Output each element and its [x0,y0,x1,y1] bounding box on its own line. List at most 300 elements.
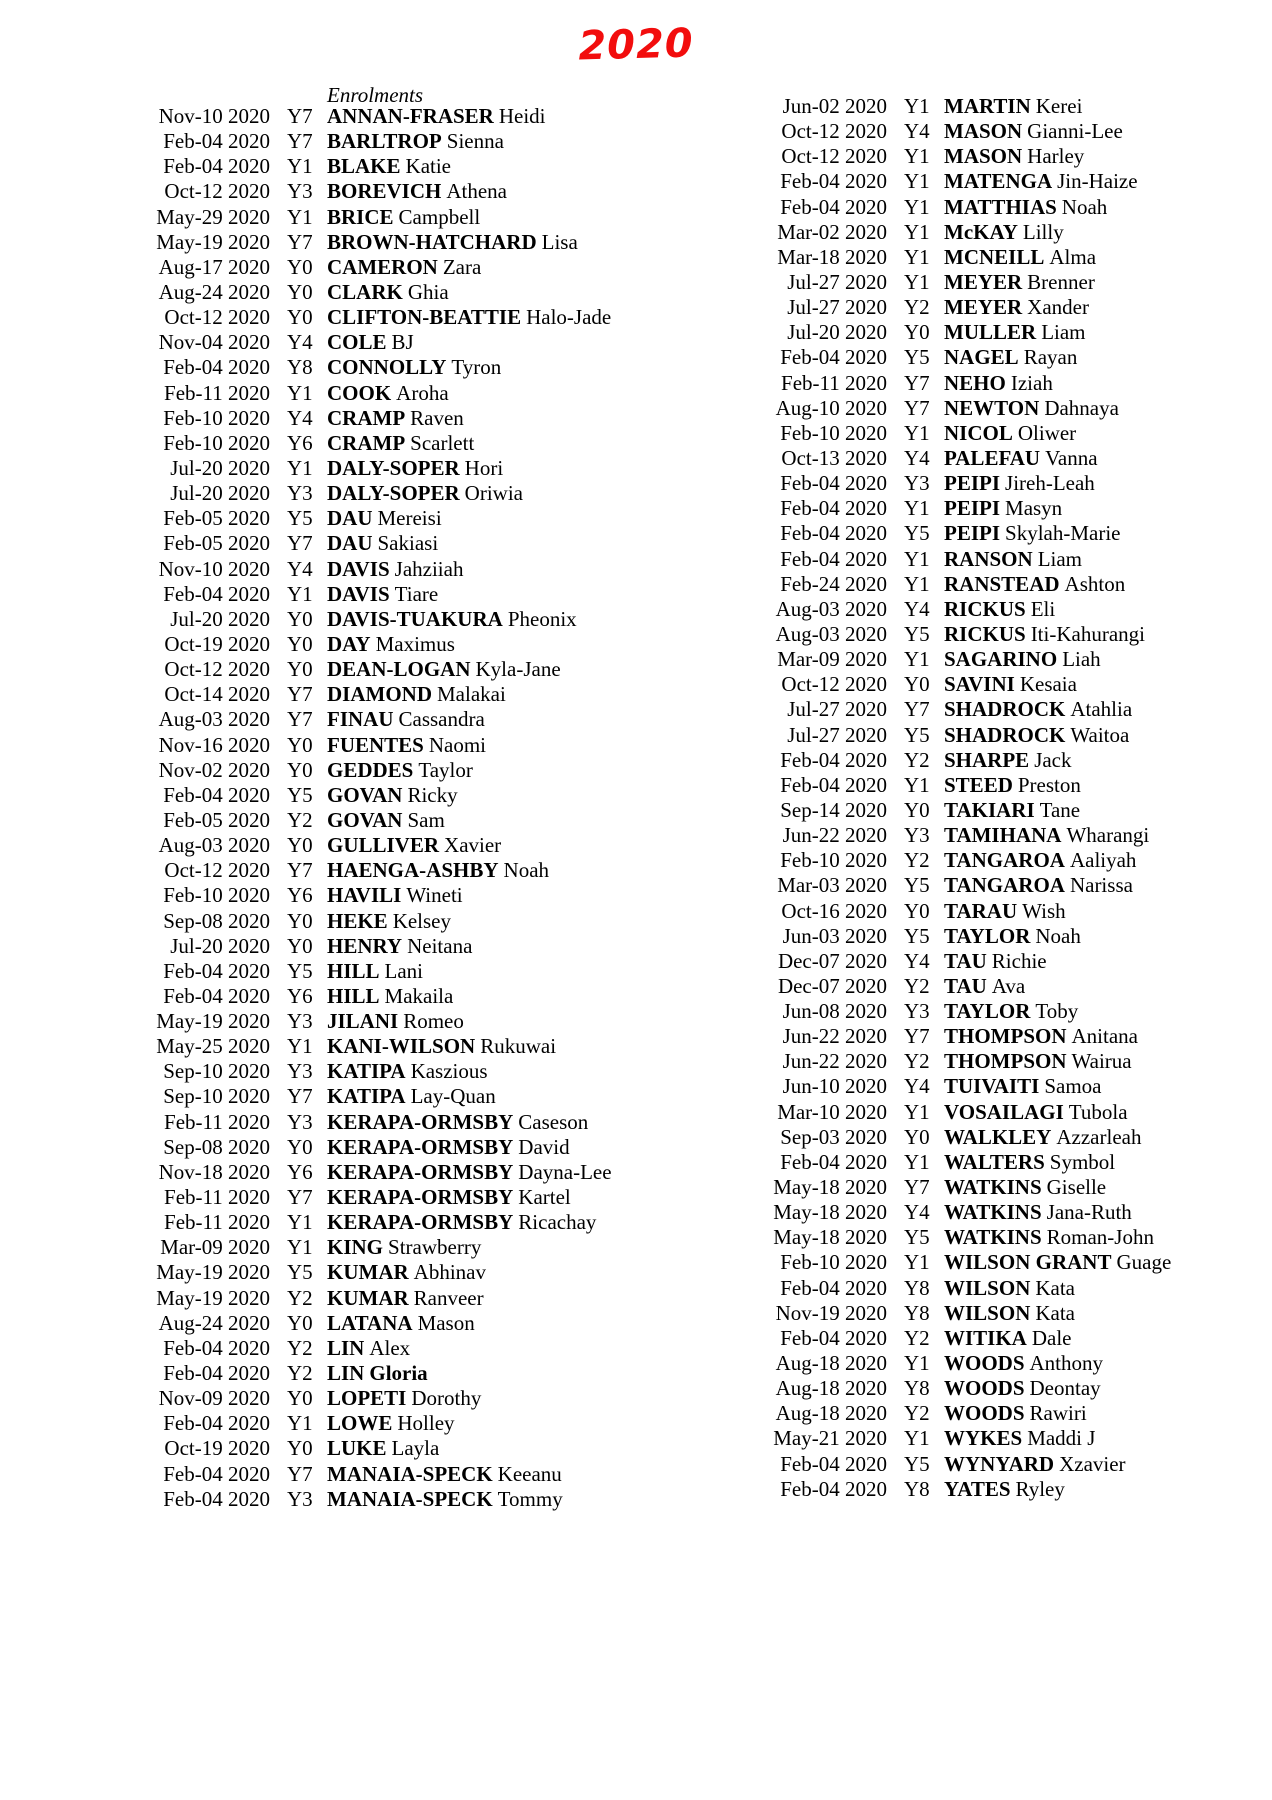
year-level: Y4 [287,556,313,581]
given-name: Raven [410,405,464,430]
year-level: Y8 [904,1275,930,1300]
enrolment-date: Feb-04 2020 [780,521,887,546]
given-name: Keeanu [497,1461,562,1486]
given-name: Ricky [407,782,458,807]
given-name: Ghia [407,279,449,304]
enrolment-row [145,833,665,858]
given-name: Gianni-Lee [1027,119,1123,144]
given-name: Maddi J [1027,1426,1096,1451]
given-name: Wish [1022,898,1066,923]
given-name: Holley [397,1411,455,1436]
enrolment-row [145,934,665,959]
given-name: Liam [1041,320,1086,345]
given-name: Kesaia [1019,672,1077,697]
enrolment-row [762,94,1272,119]
student-name [327,1386,665,1411]
enrolment-row [762,1024,1272,1049]
given-name: Rawiri [1029,1401,1087,1426]
student-name [944,421,1272,446]
enrolment-row [145,582,665,607]
year-level: Y4 [904,119,930,144]
year-level: Y0 [904,898,930,923]
surname: COLE [327,330,387,355]
given-name: Katie [405,154,452,179]
year-level: Y1 [287,1411,313,1436]
enrolment-row [762,723,1272,748]
student-name [944,1049,1272,1074]
surname: DIAMOND [327,682,432,707]
enrolment-row [145,632,665,657]
enrolment-date: Feb-04 2020 [780,772,887,797]
enrolment-row [145,707,665,732]
enrolment-row [145,557,665,582]
year-level: Y2 [904,1049,930,1074]
student-name [327,481,665,506]
student-name [944,823,1272,848]
given-name: Oliwer [1017,420,1077,445]
year-level: Y0 [287,305,313,330]
year-level: Y2 [904,973,930,998]
surname: MANAIA-SPECK [327,1486,493,1511]
enrolment-row [762,697,1272,722]
enrolment-date: Feb-05 2020 [163,506,270,531]
given-name: Liah [1062,647,1101,672]
surname: CRAMP [327,405,406,430]
student-name [944,446,1272,471]
student-name [944,94,1272,119]
given-name: Malakai [437,682,506,707]
given-name: Lay-Quan [410,1084,496,1109]
enrolment-date: Oct-12 2020 [164,179,270,204]
enrolment-row [762,647,1272,672]
given-name: Aroha [396,380,449,405]
year-level: Y2 [287,807,313,832]
surname: DAU [327,506,373,531]
enrolment-row [762,1150,1272,1175]
surname: WILSON [944,1300,1031,1325]
enrolment-row [762,1401,1272,1426]
surname: THOMPSON [944,1024,1067,1049]
given-name: Layla [391,1436,440,1461]
enrolment-date: Nov-09 2020 [158,1386,270,1411]
enrolment-date: Feb-04 2020 [780,345,887,370]
given-name: Samoa [1044,1074,1102,1099]
year-level: Y1 [287,154,313,179]
year-level: Y7 [287,129,313,154]
given-name: Iti-Kahurangi [1030,621,1145,646]
year-level: Y1 [904,1351,930,1376]
year-title: 2020 [577,20,695,70]
enrolment-row [762,1250,1272,1275]
enrolment-row [762,899,1272,924]
given-name: Symbol [1049,1149,1116,1174]
enrolment-date: Feb-04 2020 [780,546,887,571]
student-name [944,144,1272,169]
year-level: Y1 [904,169,930,194]
student-name [944,1301,1272,1326]
year-level: Y7 [287,858,313,883]
enrolment-date: Feb-04 2020 [780,496,887,521]
given-name: Tiare [394,581,439,606]
enrolment-row [145,883,665,908]
year-level: Y6 [287,883,313,908]
year-level: Y0 [287,657,313,682]
surname: TAU [944,948,987,973]
given-name: Sienna [446,129,504,154]
student-name [944,270,1272,295]
student-name [944,169,1272,194]
year-level: Y1 [904,647,930,672]
enrolment-row [762,396,1272,421]
surname: TANGAROA [944,848,1065,873]
student-name [327,1361,665,1386]
student-name [944,295,1272,320]
surname: MATTHIAS [944,194,1057,219]
surname: THOMPSON [944,1049,1067,1074]
given-name: Azzarleah [1056,1124,1142,1149]
surname: RANSTEAD [944,571,1060,596]
surname: KATIPA [327,1084,406,1109]
enrolment-date: Mar-09 2020 [777,647,887,672]
year-level: Y3 [287,1009,313,1034]
enrolment-row [762,471,1272,496]
student-name [944,949,1272,974]
surname: WALTERS [944,1149,1045,1174]
enrolment-row [762,521,1272,546]
year-level: Y7 [287,229,313,254]
surname: ANNAN-FRASER [327,104,494,128]
enrolment-row [762,144,1272,169]
student-name [944,1074,1272,1099]
enrolment-row [762,446,1272,471]
given-name: Kata [1035,1300,1076,1325]
enrolment-row [762,371,1272,396]
student-name [327,1462,665,1487]
given-name: Athena [446,179,508,204]
given-name: Kartel [518,1185,571,1210]
given-name: Neitana [407,933,473,958]
surname: WALKLEY [944,1124,1052,1149]
enrolment-row [145,230,665,255]
surname: HAENGA-ASHBY [327,858,499,883]
enrolment-date: Aug-18 2020 [775,1351,887,1376]
enrolment-date: Aug-24 2020 [158,1310,270,1335]
enrolment-row [762,597,1272,622]
enrolment-date: Feb-10 2020 [780,848,887,873]
year-level: Y0 [287,631,313,656]
year-level: Y5 [904,1225,930,1250]
enrolment-date: Nov-04 2020 [158,330,270,355]
student-name [327,934,665,959]
surname: DEAN-LOGAN [327,657,471,682]
student-name [327,1210,665,1235]
given-name: Taylor [418,757,473,782]
enrolment-row [762,622,1272,647]
surname: LOWE [327,1411,393,1436]
student-name [327,657,665,682]
enrolment-row [145,1084,665,1109]
enrolment-date: Aug-24 2020 [158,279,270,304]
year-level: Y7 [287,531,313,556]
enrolment-row [762,1276,1272,1301]
student-name [944,496,1272,521]
enrolment-date: Feb-10 2020 [163,883,270,908]
given-name: Harley [1027,144,1085,169]
surname: CLIFTON-BEATTIE [327,305,522,330]
surname: MASON [944,144,1023,169]
year-level: Y1 [287,1210,313,1235]
enrolment-date: Feb-10 2020 [163,430,270,455]
surname: MARTIN [944,94,1031,118]
student-name [327,582,665,607]
enrolment-date: Oct-19 2020 [164,631,270,656]
surname: TANGAROA [944,873,1065,898]
enrolment-row [145,858,665,883]
enrolment-row [145,1135,665,1160]
given-name: Noah [503,858,550,883]
year-level: Y5 [904,345,930,370]
enrolment-date: Feb-04 2020 [780,471,887,496]
enrolment-date: Aug-03 2020 [158,833,270,858]
surname: TAU [944,973,987,998]
given-name: Ranveer [413,1285,484,1310]
surname: HAVILI [327,883,402,908]
year-level: Y1 [287,1034,313,1059]
year-level: Y0 [287,1386,313,1411]
student-name [327,909,665,934]
student-name [944,220,1272,245]
surname: KATIPA [327,1059,406,1084]
year-level: Y5 [287,782,313,807]
enrolment-row [762,320,1272,345]
student-name [327,456,665,481]
enrolment-date: Nov-18 2020 [158,1159,270,1184]
year-level: Y5 [287,1260,313,1285]
enrolment-row [145,330,665,355]
enrolment-row [762,220,1272,245]
surname: CRAMP [327,430,406,455]
year-level: Y4 [904,445,930,470]
enrolment-row [145,506,665,531]
enrolment-date: Jul-27 2020 [787,295,887,320]
enrolment-row [145,909,665,934]
given-name: Jana-Ruth [1046,1200,1132,1225]
surname: FINAU [327,707,394,732]
enrolment-date: Jun-22 2020 [782,1049,887,1074]
year-level: Y1 [904,772,930,797]
enrolment-date: Feb-11 2020 [164,1109,270,1134]
given-name: Kerei [1035,94,1083,118]
enrolment-row [762,1049,1272,1074]
enrolment-date: Oct-19 2020 [164,1436,270,1461]
given-name: Rayan [1023,345,1078,370]
surname: BARLTROP [327,129,442,154]
given-name: Hori [464,455,504,480]
surname: BRICE [327,204,394,229]
student-name [944,195,1272,220]
given-name: Scarlett [410,430,475,455]
given-name: Eli [1030,596,1056,621]
given-name: Tane [1039,797,1081,822]
enrolment-date: Aug-10 2020 [775,395,887,420]
given-name: Kata [1035,1275,1076,1300]
year-level: Y2 [287,1361,313,1386]
year-level: Y5 [904,621,930,646]
student-name [944,773,1272,798]
student-name [944,1225,1272,1250]
year-level: Y0 [904,320,930,345]
enrolment-row [762,672,1272,697]
year-level: Y6 [287,983,313,1008]
surname: LIN [327,1335,365,1360]
surname: GEDDES [327,757,414,782]
student-name [327,607,665,632]
enrolment-date: Feb-04 2020 [780,1476,887,1501]
enrolment-row [145,154,665,179]
student-name [327,808,665,833]
student-name [327,1286,665,1311]
student-name [327,179,665,204]
enrolment-date: Feb-04 2020 [163,1361,270,1386]
given-name: Giselle [1046,1175,1107,1200]
year-level: Y5 [904,1451,930,1476]
surname: LUKE [327,1436,387,1461]
given-name: Gloria [369,1361,428,1386]
year-level: Y0 [287,933,313,958]
student-name [327,406,665,431]
enrolment-row [145,1286,665,1311]
year-level: Y3 [287,481,313,506]
year-level: Y7 [287,1084,313,1109]
student-name [327,984,665,1009]
enrolment-date: Sep-08 2020 [163,1134,270,1159]
year-level: Y8 [904,1300,930,1325]
year-level: Y1 [904,420,930,445]
enrolment-row [145,1336,665,1361]
enrolment-date: Sep-08 2020 [163,908,270,933]
enrolment-date: Jun-22 2020 [782,823,887,848]
enrolment-row [145,1185,665,1210]
student-name [327,1110,665,1135]
enrolments-heading: Enrolments [327,83,424,107]
year-level: Y1 [904,94,930,118]
enrolment-date: Mar-18 2020 [777,244,887,269]
surname: McKAY [944,219,1018,244]
given-name: Sakiasi [377,531,439,556]
student-name [944,848,1272,873]
surname: WATKINS [944,1175,1042,1200]
enrolment-date: Jun-22 2020 [782,1024,887,1049]
enrolment-row [762,1351,1272,1376]
given-name: Anitana [1071,1024,1138,1049]
student-name [327,1059,665,1084]
given-name: Lani [384,958,424,983]
given-name: Naomi [428,732,487,757]
year-level: Y1 [287,1235,313,1260]
surname: BLAKE [327,154,401,179]
surname: TAMIHANA [944,823,1062,848]
year-level: Y3 [904,999,930,1024]
enrolment-row [145,531,665,556]
surname: SHARPE [944,747,1030,772]
student-name [327,104,665,129]
surname: WOODS [944,1351,1025,1376]
enrolment-date: Oct-13 2020 [781,445,887,470]
enrolment-row [145,1411,665,1436]
year-level: Y7 [287,707,313,732]
student-name [327,205,665,230]
surname: HILL [327,983,380,1008]
given-name: Tommy [497,1486,563,1511]
student-name [327,758,665,783]
surname: NICOL [944,420,1013,445]
year-level: Y5 [287,958,313,983]
student-name [944,1477,1272,1502]
enrolment-date: Jul-27 2020 [787,269,887,294]
surname: WOODS [944,1401,1025,1426]
enrolment-date: Feb-10 2020 [163,405,270,430]
enrolment-date: Jun-10 2020 [782,1074,887,1099]
enrolment-row [762,748,1272,773]
surname: LATANA [327,1310,413,1335]
given-name: Makaila [384,983,454,1008]
year-level: Y5 [904,722,930,747]
student-name [944,647,1272,672]
surname: BOREVICH [327,179,442,204]
enrolment-date: Jul-20 2020 [170,481,270,506]
surname: WILSON [944,1275,1031,1300]
given-name: Xavier [444,833,502,858]
enrolment-date: Nov-10 2020 [158,104,270,128]
given-name: Kaszious [410,1059,488,1084]
enrolment-row [145,481,665,506]
surname: FUENTES [327,732,424,757]
given-name: Vanna [1045,445,1098,470]
year-level: Y4 [287,330,313,355]
surname: NAGEL [944,345,1019,370]
enrolment-row [145,1160,665,1185]
surname: DAVIS [327,581,390,606]
year-level: Y5 [904,873,930,898]
surname: CAMERON [327,254,438,279]
enrolment-date: Dec-07 2020 [777,948,887,973]
surname: KERAPA-ORMSBY [327,1185,514,1210]
surname: MASON [944,119,1023,144]
enrolment-date: May-21 2020 [773,1426,887,1451]
given-name: Romeo [403,1009,464,1034]
given-name: Alex [369,1335,411,1360]
student-name [944,1276,1272,1301]
enrolment-date: Sep-03 2020 [780,1124,887,1149]
student-name [944,1401,1272,1426]
enrolment-row [145,1110,665,1135]
surname: DAVIS-TUAKURA [327,606,503,631]
year-level: Y1 [904,1149,930,1174]
surname: KUMAR [327,1260,409,1285]
given-name: Lisa [541,229,578,254]
enrolment-date: Feb-04 2020 [163,581,270,606]
student-name [327,707,665,732]
enrolment-date: Oct-14 2020 [164,682,270,707]
year-level: Y3 [904,823,930,848]
student-name [327,255,665,280]
enrolment-row [762,1426,1272,1451]
given-name: Brenner [1027,269,1095,294]
enrolment-row [762,873,1272,898]
given-name: Strawberry [388,1235,482,1260]
student-name [944,245,1272,270]
enrolment-date: Aug-18 2020 [775,1376,887,1401]
